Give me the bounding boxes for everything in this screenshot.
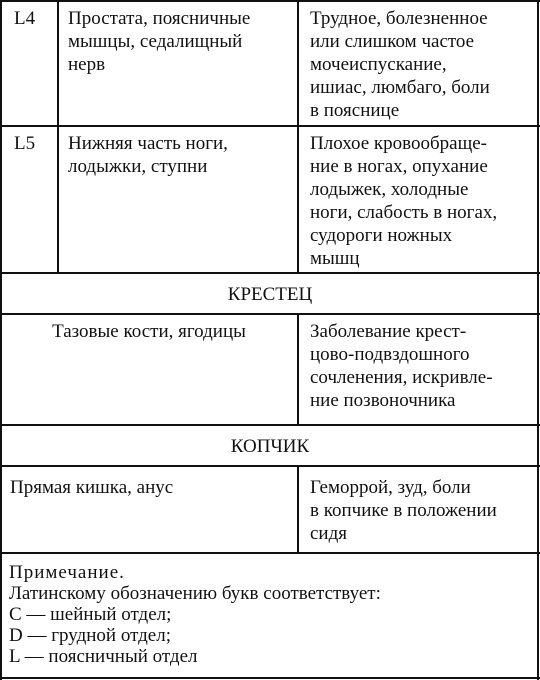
rule-symptom-col: [297, 0, 299, 274]
rule-bottom: [0, 677, 540, 679]
note-item: C — шейный отдел;: [9, 604, 172, 625]
row-symptoms: Трудное, болезненное или слишком частое мочеиспускание, ишиас, люмбаго, боли в пояснице: [310, 8, 490, 121]
rule-top: [0, 0, 540, 2]
rule-coccyx-col: [297, 465, 299, 554]
coccyx-title: КОПЧИК: [230, 436, 310, 457]
note-title: Примечание.: [9, 562, 125, 583]
rule-row-l5-top: [0, 125, 540, 127]
row-code: L5: [14, 133, 36, 154]
coccyx-area: Прямая кишка, анус: [10, 477, 174, 498]
rule-right-edge: [537, 0, 539, 680]
rule-note-top: [0, 552, 540, 554]
note-item: L — поясничный отдел: [9, 646, 198, 667]
note-intro: Латинскому обозначению букв соответствует:: [9, 583, 381, 604]
sacrum-title: КРЕСТЕЦ: [227, 284, 313, 305]
sacrum-area: Тазовые кости, ягодицы: [52, 321, 246, 342]
rule-coccyx-title-top: [0, 424, 540, 426]
row-area: Нижняя часть ноги, лодыжки, ступни: [68, 133, 228, 177]
note-item: D — грудной отдел;: [9, 625, 171, 646]
coccyx-symptoms: Геморрой, зуд, боли в копчике в положении сидя: [310, 477, 497, 544]
rule-code-col: [57, 0, 59, 274]
sacrum-symptoms: Заболевание крест- цово-подвздошного сочленения, искривле- ние позвоночника: [310, 321, 493, 411]
rule-sacrum-body-top: [0, 313, 540, 315]
row-code: L4: [14, 8, 36, 29]
note-block: [9, 562, 381, 667]
row-symptoms: Плохое кровообраще- ние в ногах, опухание лодыжек, холодные ноги, слабость в ногах, судороги ножных мышц: [310, 133, 498, 269]
row-area: Простата, поясничные мышцы, седалищный нерв: [68, 8, 251, 75]
rule-coccyx-body-top: [0, 465, 540, 467]
rule-sacrum-title-top: [0, 272, 540, 274]
